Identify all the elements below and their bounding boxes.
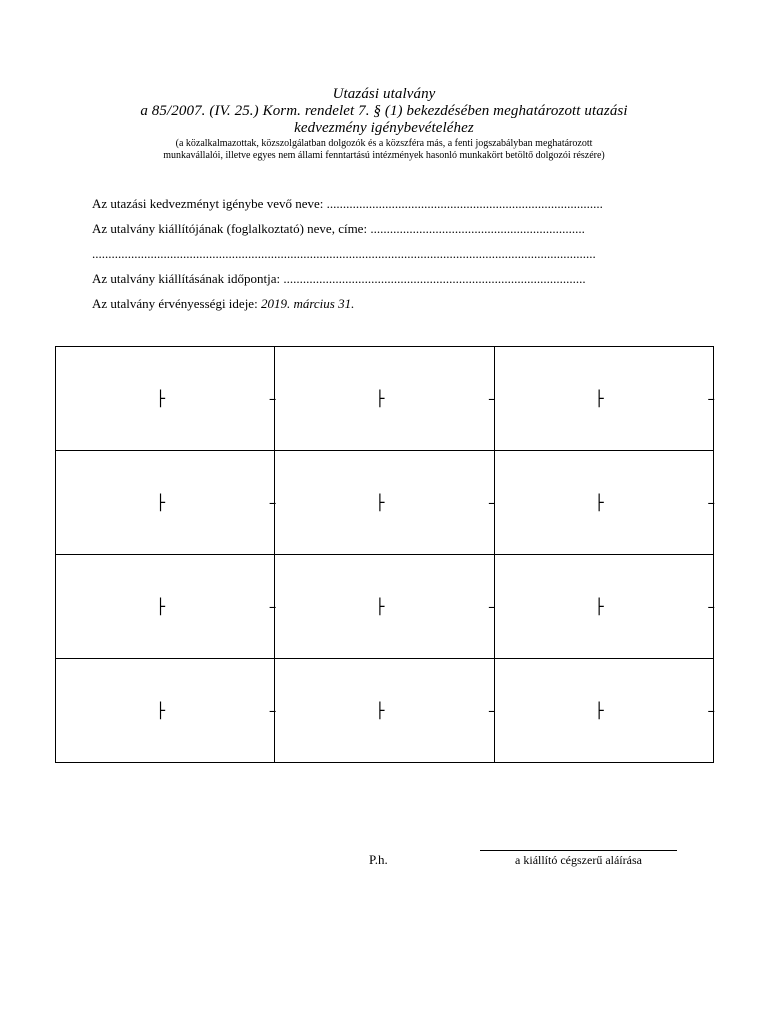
coupon-edge-mark: – <box>707 493 715 511</box>
coupon-edge-mark: – <box>707 389 715 407</box>
issuer-name-address-field: Az utalvány kiállítójának (foglalkoztató) neve, címe: .................................................................. <box>92 221 585 236</box>
coupon-edge-mark: – <box>268 701 277 719</box>
coupon-edge-mark: – <box>488 493 496 511</box>
coupon-cell <box>494 555 713 659</box>
coupon-row <box>56 555 714 659</box>
coupon-cut-mark: ├ <box>375 597 385 615</box>
signature-caption: a kiállító cégszerű aláírása <box>515 853 642 867</box>
coupon-cut-mark: ├ <box>156 597 166 615</box>
coupon-cell <box>56 555 275 659</box>
coupon-cell <box>275 347 494 451</box>
coupon-edge-mark: – <box>488 701 496 719</box>
validity-field <box>92 294 672 319</box>
issue-date-field: Az utalvány kiállításának időpontja: ............................................................................................. <box>92 271 586 286</box>
coupon-edge-mark: – <box>707 597 715 615</box>
coupon-cut-mark: ├ <box>594 701 604 719</box>
voucher-coupon-grid <box>55 346 714 763</box>
voucher-fields <box>92 194 672 319</box>
document-header <box>60 86 708 161</box>
coupon-row <box>56 347 714 451</box>
coupon-cell <box>275 451 494 555</box>
validity-label: Az utalvány érvényességi ideje: <box>92 296 261 311</box>
coupon-edge-mark: – <box>268 389 277 407</box>
coupon-cell <box>56 451 275 555</box>
document-subtitle-line-1: a 85/2007. (IV. 25.) Korm. rendelet 7. § (1) bekezdésében meghatározott utazási <box>140 103 628 119</box>
coupon-cut-mark: ├ <box>375 389 385 407</box>
coupon-cut-mark: ├ <box>156 701 166 719</box>
coupon-cell <box>275 555 494 659</box>
coupon-edge-mark: – <box>707 701 715 719</box>
coupon-cell <box>494 659 713 763</box>
coupon-row <box>56 659 714 763</box>
coupon-cut-mark: ├ <box>156 493 166 511</box>
coupon-cut-mark: ├ <box>156 389 166 407</box>
coupon-row <box>56 451 714 555</box>
coupon-cell <box>275 659 494 763</box>
coupon-cut-mark: ├ <box>375 701 385 719</box>
beneficiary-name-field: Az utazási kedvezményt igénybe vevő neve: ..................................................................................... <box>92 196 603 211</box>
coupon-edge-mark: – <box>268 493 277 511</box>
coupon-cut-mark: ├ <box>594 597 604 615</box>
coupon-cell <box>494 347 713 451</box>
document-title: Utazási utalvány <box>332 86 436 102</box>
eligibility-note-line-2: munkavállalói, illetve egyes nem állami fenntartású intézmények hasonló munkakört betöltő dolgozói részére) <box>163 150 605 161</box>
coupon-cell <box>494 451 713 555</box>
coupon-cut-mark: ├ <box>594 493 604 511</box>
validity-date: 2019. március 31. <box>260 296 355 311</box>
coupon-edge-mark: – <box>488 597 496 615</box>
document-subtitle-line-2: kedvezmény igénybevételéhez <box>294 120 474 136</box>
coupon-edge-mark: – <box>268 597 277 615</box>
eligibility-note-line-1: (a közalkalmazottak, közszolgálatban dolgozók és a közszféra más, a fenti jogszabályban meghatározott <box>175 138 593 149</box>
coupon-cell <box>56 347 275 451</box>
coupon-cut-mark: ├ <box>594 389 604 407</box>
coupon-edge-mark: – <box>488 389 496 407</box>
stamp-placeholder: P.h. <box>369 852 388 867</box>
coupon-cell <box>56 659 275 763</box>
issuer-address-continuation-field: ........................................................................................................................................................... <box>92 246 596 261</box>
coupon-cut-mark: ├ <box>375 493 385 511</box>
signature-line <box>480 850 677 851</box>
